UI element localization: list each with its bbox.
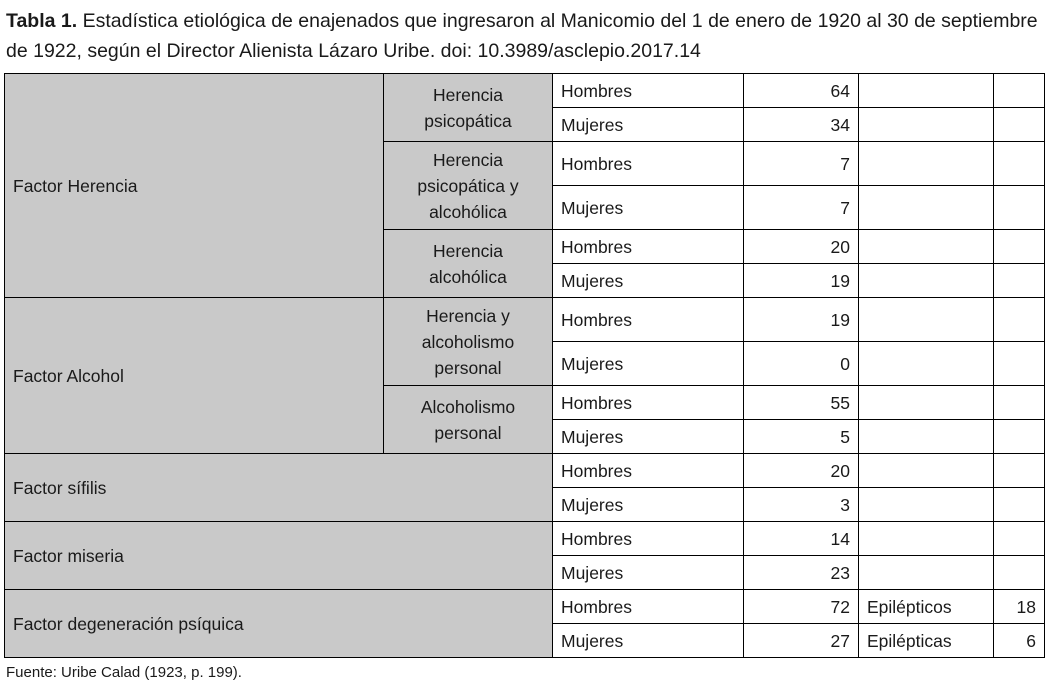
value-cell: 19: [744, 298, 859, 342]
value-cell: 72: [744, 590, 859, 624]
sex-cell: Hombres: [553, 74, 744, 108]
sex-cell: Mujeres: [553, 488, 744, 522]
value-cell: 55: [744, 386, 859, 420]
factor-alcohol-cell: Factor Alcohol: [5, 298, 384, 454]
epilepticos-label: Epilépticos: [859, 590, 994, 624]
empty-cell: [994, 420, 1045, 454]
table-row: [5, 522, 1045, 556]
empty-cell: [994, 298, 1045, 342]
value-cell: 64: [744, 74, 859, 108]
sex-cell: Mujeres: [553, 420, 744, 454]
empty-cell: [994, 142, 1045, 186]
empty-cell: [994, 386, 1045, 420]
empty-cell: [994, 488, 1045, 522]
empty-cell: [859, 230, 994, 264]
empty-cell: [994, 522, 1045, 556]
epilepticas-value: 6: [994, 624, 1045, 658]
source-note: Fuente: Uribe Calad (1923, p. 199).: [6, 664, 242, 681]
sex-cell: Hombres: [553, 590, 744, 624]
value-cell: 3: [744, 488, 859, 522]
epilepticas-label: Epilépticas: [859, 624, 994, 658]
empty-cell: [859, 522, 994, 556]
table-row: [5, 298, 1045, 342]
value-cell: 19: [744, 264, 859, 298]
sex-cell: Mujeres: [553, 108, 744, 142]
table-row: [5, 454, 1045, 488]
empty-cell: [859, 488, 994, 522]
empty-cell: [859, 298, 994, 342]
empty-cell: [994, 230, 1045, 264]
caption-text: Estadística etiológica de enajenados que ingresaron al Manicomio del 1 de enero de 1920 al 30 de septiembre de 1922, según el Director Alienista Lázaro Uribe. doi: 10.3989/asclepio.2017.14: [6, 10, 1038, 62]
empty-cell: [994, 264, 1045, 298]
subgroup-herencia-alcoholica: Herencia alcohólica: [384, 230, 553, 298]
value-cell: 20: [744, 454, 859, 488]
factor-miseria-cell: Factor miseria: [5, 522, 553, 590]
empty-cell: [859, 556, 994, 590]
value-cell: 7: [744, 142, 859, 186]
empty-cell: [859, 342, 994, 386]
value-cell: 34: [744, 108, 859, 142]
empty-cell: [859, 74, 994, 108]
sex-cell: Mujeres: [553, 264, 744, 298]
value-cell: 23: [744, 556, 859, 590]
empty-cell: [994, 186, 1045, 230]
factor-herencia-cell: Factor Herencia: [5, 74, 384, 298]
sex-cell: Hombres: [553, 454, 744, 488]
caption-label: Tabla 1.: [6, 10, 78, 32]
value-cell: 0: [744, 342, 859, 386]
factor-degeneracion-cell: Factor degeneración psíquica: [5, 590, 553, 658]
empty-cell: [994, 556, 1045, 590]
etiology-table: [4, 73, 1045, 658]
sex-cell: Hombres: [553, 298, 744, 342]
empty-cell: [859, 454, 994, 488]
empty-cell: [859, 186, 994, 230]
empty-cell: [859, 108, 994, 142]
sex-cell: Mujeres: [553, 186, 744, 230]
table-row: [5, 74, 1045, 108]
epilepticos-value: 18: [994, 590, 1045, 624]
sex-cell: Mujeres: [553, 342, 744, 386]
subgroup-herencia-psicopatica-alcoholica: Herencia psicopática y alcohólica: [384, 142, 553, 230]
subgroup-herencia-alcoholismo-personal: Herencia y alcoholismo personal: [384, 298, 553, 386]
value-cell: 20: [744, 230, 859, 264]
sex-cell: Hombres: [553, 522, 744, 556]
factor-sifilis-cell: Factor sífilis: [5, 454, 553, 522]
empty-cell: [859, 420, 994, 454]
empty-cell: [994, 454, 1045, 488]
sex-cell: Hombres: [553, 386, 744, 420]
value-cell: 7: [744, 186, 859, 230]
sex-cell: Hombres: [553, 230, 744, 264]
sex-cell: Mujeres: [553, 556, 744, 590]
sex-cell: Hombres: [553, 142, 744, 186]
subgroup-herencia-psicopatica: Herencia psicopática: [384, 74, 553, 142]
table-row: [5, 590, 1045, 624]
subgroup-alcoholismo-personal: Alcoholismo personal: [384, 386, 553, 454]
empty-cell: [994, 74, 1045, 108]
value-cell: 27: [744, 624, 859, 658]
empty-cell: [994, 108, 1045, 142]
empty-cell: [994, 342, 1045, 386]
sex-cell: Mujeres: [553, 624, 744, 658]
empty-cell: [859, 142, 994, 186]
value-cell: 14: [744, 522, 859, 556]
empty-cell: [859, 264, 994, 298]
table-caption: [6, 6, 1044, 66]
value-cell: 5: [744, 420, 859, 454]
empty-cell: [859, 386, 994, 420]
